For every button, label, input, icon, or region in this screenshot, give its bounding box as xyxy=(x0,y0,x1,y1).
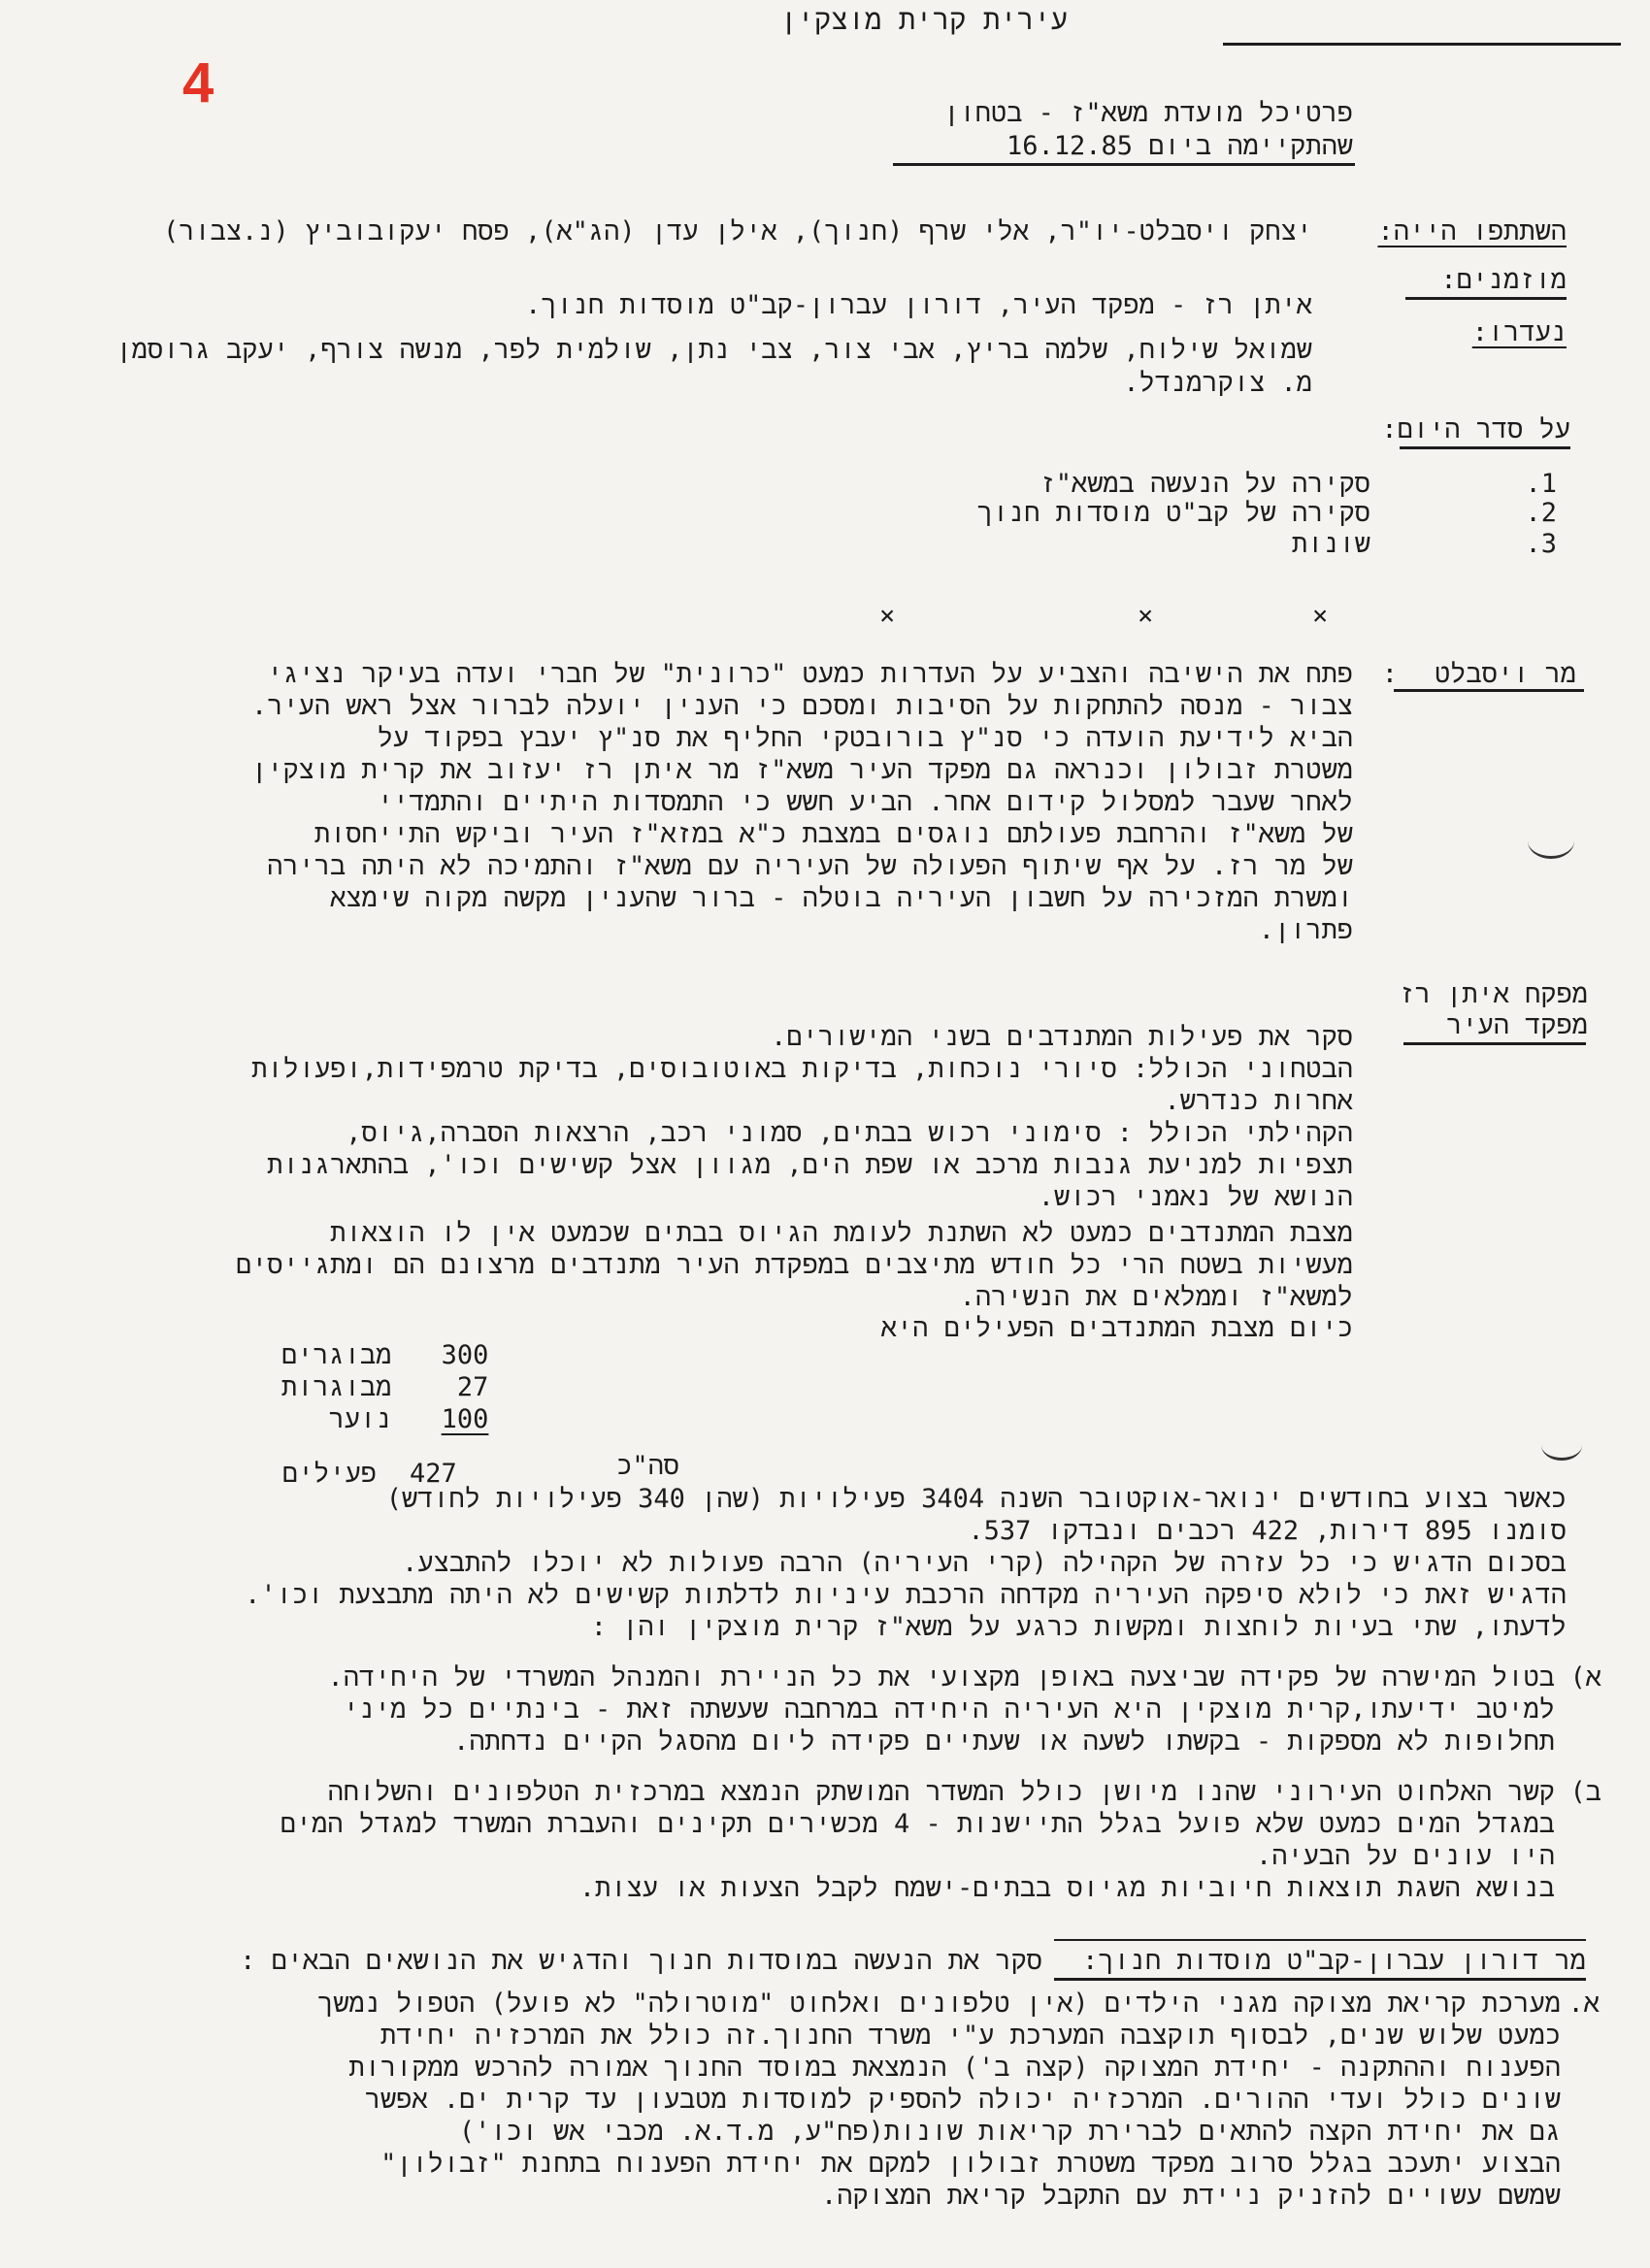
speaker-raz-role: מפקד העיר xyxy=(1446,1010,1588,1040)
evron-underline xyxy=(1054,1978,1586,1981)
agenda-underline xyxy=(1400,446,1570,449)
raz-item-a-marker: א) xyxy=(1569,1662,1601,1693)
margin-smudge xyxy=(1528,823,1574,859)
speaker-raz-name: מפקח איתן רז xyxy=(1399,979,1588,1009)
total-count: 427 xyxy=(410,1459,457,1489)
raz-item-b-marker: ב) xyxy=(1569,1777,1601,1807)
evron-item-a: מערכת קריאת מצוקה מגני הילדים (אין טלפונים ואלחוט "מוטרולה" לא פועל) הטפול נמשך כמעט שלוש שנים, לבסוף תוקצבה המערכת ע"י משרד החנוך.זה כולל את המרכזיה יחידת הפענוח וההתקנה - יחידת המצוקה (קצה ב') הנמצאת במוסד החנוך אמורה להרכש ממקורות שונים כולל ועדי ההורים. המרכזיה יכולה להספיק למוסדות מטבעון עד קרית ים. אפשר גם את יחידת הקצה להתאים לברירת קריאות שונות(פח"ע, מ.ד.א. מכבי אש וכו') הבצוע יתעכב בגלל סרוב מפקד משטרת זבולון למקם את יחידת הפענוח בתחנת "זבולון" שמשם עשויים להזניק ניידת עם התקבל קריאת המצוקה. xyxy=(317,1989,1561,2211)
separator-mark-1: × xyxy=(879,601,896,631)
raz-block-3: כאשר בצוע בחודשים ינואר-אוקטובר השנה 3404 פעילויות (שהן 340 פעילויות לחודש) סומנו 895 דירות, 422 רכבים ונבדקו 537. בסכום הדגיש כי כל עזרה של הקהילה (קרי העיריה) הרבה פעולות לא יוכלו להתבצע. הדגיש זאת כי לולא סיפקה העיריה מקדחה הרכבת עיניות לדלתות קשישים לא היתה מתבצעת וכו'. לדעתו, שתי בעיות לוחצות ומקשות כרגע על משא"ז קרית מוצקין והן : xyxy=(245,1484,1567,1642)
speaker-weisblat-colon: : xyxy=(1381,659,1398,689)
invited-label: מוזמנים: xyxy=(1440,265,1567,295)
evron-item-a-marker: א. xyxy=(1568,1989,1600,2019)
volunteers-row: 100נוער xyxy=(328,1404,489,1434)
volunteers-table xyxy=(281,1339,488,1435)
total-label: סה"כ xyxy=(616,1451,679,1481)
org-underline xyxy=(1223,43,1621,46)
weisblat-underline xyxy=(1394,689,1584,692)
speaker-weisblat: מר ויסבלט xyxy=(1435,659,1576,689)
agenda-num-3: .3 xyxy=(1525,529,1557,559)
absent-line-1: שמואל שילוח, שלמה בריץ, אבי צור, צבי נתן, שולמית לפר, מנשה צורף, יעקב גרוסמן xyxy=(116,335,1312,365)
agenda-item-1: סקירה על הנעשה במשא"ז xyxy=(1040,469,1370,499)
raz-underline xyxy=(1403,1042,1586,1045)
agenda-item-3: שונות xyxy=(1291,529,1370,559)
document-date: שהתקיימה ביום 16.12.85 xyxy=(1006,131,1353,161)
evron-top-rule xyxy=(1054,1939,1586,1941)
raz-item-a: בטול המישרה של פקידה שביצעה באופן מקצועי את כל הניירת והמנהל המשרדי של היחידה. למיטב ידיעתו,קרית מוצקין היא העיריה היחידה במרחבה שעשתה זאת - בינתיים כל מיני תחלופות לא מספקות - בקשתו לשעה או שעתיים פקידה ליום מהסגל הקיים נדחתה. xyxy=(327,1662,1555,1757)
invited-text: איתן רז - מפקד העיר, דורון עברון-קב"ט מוסדות חנוך. xyxy=(525,290,1312,320)
volunteers-row: 27מבוגרות xyxy=(281,1372,489,1402)
invited-underline xyxy=(1405,297,1567,300)
page-number-mark: 4 xyxy=(182,51,214,115)
raz-item-b: קשר האלחוט העירוני שהנו מיושן כולל המשדר המושתק הנמצא במרכזית הטלפונים והשלוחה במגדל המים כמעט שלא פועל בגלל התיישנות - 4 מכשירים תקינים והעברת המשרד למגדל המים היו עונים על הבעיה. בנושא השגת תוצאות חיוביות מגיוס בבתים-ישמח לקבל הצעות או עצות. xyxy=(280,1777,1555,1903)
document-title: פרטיכל מועדת משא"ז - בטחון xyxy=(943,98,1353,128)
evron-intro: סקר את הנעשה במוסדות חנוך והדגיש את הנושאים הבאים : xyxy=(240,1946,1042,1976)
title-underline xyxy=(893,163,1355,166)
raz-block-1: סקר את פעילות המתנדבים בשני המישורים. הבטחוני הכולל: סיורי נוכחות, בדיקות באוטובוסים, בדיקת טרמפידות,ופעולות אחרות כנדרש. הקהילתי הכולל : סימוני רכוש בבתים, סמוני רכב, הרצאות הסברה,גיוס, תצפיות למניעת גנבות מרכב או שפת הים, מגוון אצל קשישים וכו', בהתארגנות הנושא של נאמני רכוש. xyxy=(251,1022,1353,1212)
separator-mark-3: × xyxy=(1312,601,1329,631)
agenda-num-1: .1 xyxy=(1525,469,1557,499)
volunteers-row: 300מבוגרים xyxy=(281,1340,489,1370)
agenda-item-2: סקירה של קב"ט מוסדות חנוך xyxy=(976,498,1370,528)
participated-text: יצחק ויסבלט-יו"ר, אלי שרף (חנוך), אילן עדן (הג"א), פסח יעקובוביץ (נ.צבור) xyxy=(162,216,1312,247)
volunteers-intro: כיום מצבת המתנדבים הפעילים היא xyxy=(880,1313,1353,1343)
participated-label: השתתפו הייה: xyxy=(1377,216,1567,247)
agenda-num-2: .2 xyxy=(1525,498,1557,528)
absent-label: נעדרו: xyxy=(1471,317,1567,347)
speaker-evron: מר דורון עברון-קב"ט מוסדות חנוך: xyxy=(1082,1946,1586,1976)
total-unit: פעילים xyxy=(281,1459,377,1489)
raz-block-2: מצבת המתנדבים כמעט לא השתנת לעומת הגיוס בבתים שכמעט אין לו הוצאות מעשיות בשטח הרי כל חודש מתיצבים במפקדת העיר מתנדבים מרצונם הם ומתגייסים למשא"ז וממלאים את הנשירה. xyxy=(236,1218,1353,1312)
margin-smudge xyxy=(1541,1430,1582,1461)
org-name: עירית קרית מוצקין xyxy=(780,3,1068,36)
absent-line-2: מ. צוקרמנדל. xyxy=(1123,368,1312,398)
agenda-label: על סדר היום: xyxy=(1381,414,1570,444)
separator-mark-2: × xyxy=(1138,601,1154,631)
weisblat-paragraph: פתח את הישיבה והצביע על העדרות כמעט "כרונית" של חברי ועדה בעיקר נציגי צבור - מנסה להתחקות על הסיבות ומסכם כי הענין יועלה לברור אצל ראש העיר. הביא לידיעת הועדה כי סנ"ץ בורובטקי החליף את סנ"ץ יעבץ בפקוד על משטרת זבולון וכנראה גם מפקד העיר משא"ז מר איתן רז יעזוב את קרית מוצקין לאחר שעבר למסלול קידום אחר. הביע חשש כי התמסדות היתיים והתמדיי של משא"ז והרחבת פעולתם נוגסים במצבת כ"א במזא"ז העיר וביקש התייחסות של מר רז. על אף שיתוף הפעולה של העיריה עם משא"ז והתמיכה לא היתה ברירה ומשרת המזכירה על חשבון העיריה בוטלה - ברור שהענין מקשה מקוה שימצא פתרון. xyxy=(251,659,1353,945)
